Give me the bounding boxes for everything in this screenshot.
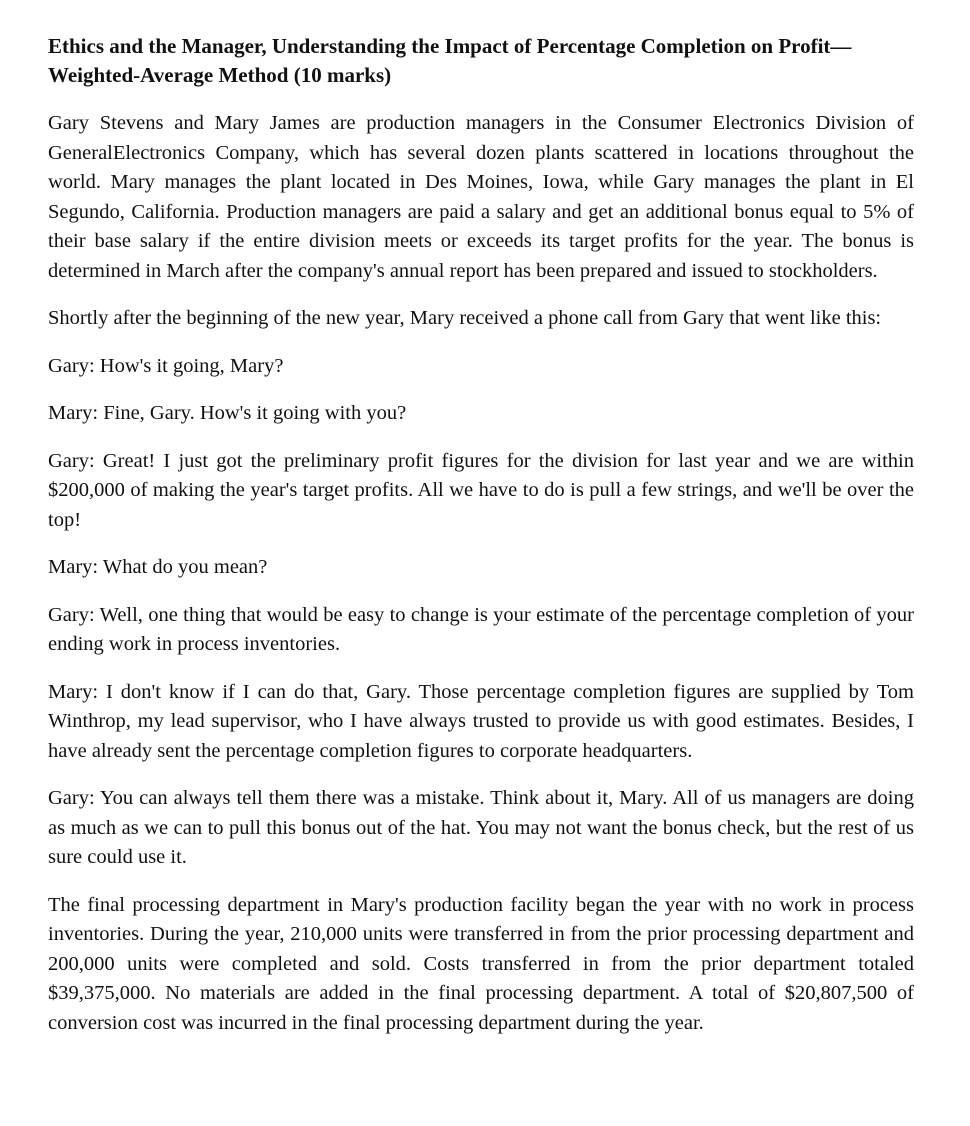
dialogue-line: Mary: I don't know if I can do that, Gary. Those percentage completion figures are supplied by Tom Winthrop, my lead supervisor, who I have always trusted to provide us with good estimates. Besides, I have already sent the percentage completion figures to corporate headquarters. bbox=[48, 680, 914, 762]
document-title: Ethics and the Manager, Understanding the Impact of Percentage Completion on Profit—Weighted-Average Method (10 marks) bbox=[48, 34, 852, 87]
paragraph-processing-details: The final processing department in Mary's production facility began the year with no work in process inventories. During the year, 210,000 units were transferred in from the prior processing department and 200,000 units were completed and sold. Costs transferred in from the prior department totaled $39,375,000. No materials are added in the final processing department. A total of $20,807,500 of conversion cost was incurred in the final processing department during the year. bbox=[48, 893, 914, 1034]
paragraph-intro: Gary Stevens and Mary James are production managers in the Consumer Electronics Division of GeneralElectronics Company, which has several dozen plants scattered in locations throughout the world. Mary manages the plant located in Des Moines, Iowa, while Gary manages the plant in El Segundo, California. Production managers are paid a salary and get an additional bonus equal to 5% of their base salary if the entire division meets or exceeds its target profits for the year. The bonus is determined in March after the company's annual report has been prepared and issued to stockholders. bbox=[48, 112, 914, 282]
dialogue-line: Mary: Fine, Gary. How's it going with you? bbox=[48, 402, 407, 424]
paragraph-phone-call: Shortly after the beginning of the new year, Mary received a phone call from Gary that went like this: bbox=[48, 307, 882, 329]
dialogue-line: Gary: You can always tell them there was a mistake. Think about it, Mary. All of us managers are doing as much as we can to pull this bonus out of the hat. You may not want the bonus check, but the rest of us sure could use it. bbox=[48, 787, 914, 868]
dialogue-line: Gary: How's it going, Mary? bbox=[48, 354, 284, 377]
dialogue-line: Mary: What do you mean? bbox=[48, 556, 268, 578]
dialogue-line: Gary: Great! I just got the preliminary profit figures for the division for last year and we are within $200,000 of making the year's target profits. All we have to do is pull a few strings, and we'll be over the top! bbox=[48, 449, 914, 531]
dialogue-line: Gary: Well, one thing that would be easy to change is your estimate of the percentage completion of your ending work in process inventories. bbox=[48, 603, 914, 655]
